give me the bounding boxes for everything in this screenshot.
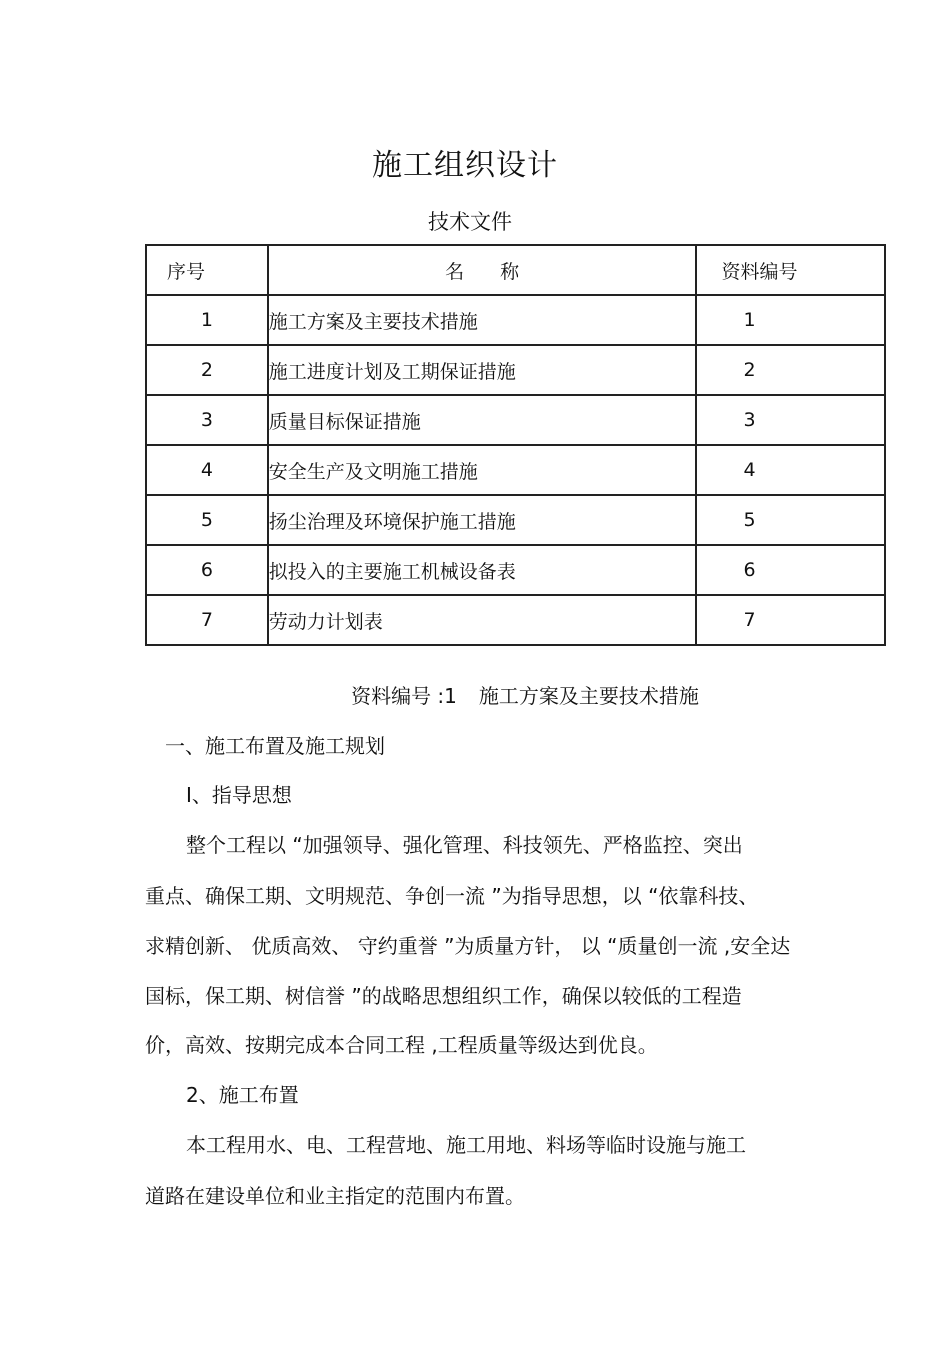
paragraph-line: 本工程用水、电、工程营地、施工用地、料场等临时设施与施工 bbox=[186, 1133, 746, 1157]
row-number: 4 bbox=[146, 445, 268, 495]
paragraph-line: 整个工程以 “加强领导、强化管理、科技领先、严格监控、突出 bbox=[186, 833, 743, 857]
row-number: 2 bbox=[146, 345, 268, 395]
index-table bbox=[145, 244, 886, 646]
row-name: 质量目标保证措施 bbox=[268, 395, 697, 445]
paragraph-line: 国标，保工期、树信誉 ”的战略思想组织工作，确保以较低的工程造 bbox=[145, 984, 742, 1008]
row-code: 3 bbox=[696, 395, 885, 445]
doc-title: 施工方案及主要技术措施 bbox=[478, 684, 699, 708]
table-row bbox=[146, 345, 885, 395]
row-number: 1 bbox=[146, 295, 268, 345]
table-row bbox=[146, 295, 885, 345]
row-name: 劳动力计划表 bbox=[268, 595, 697, 645]
row-code: 7 bbox=[696, 595, 885, 645]
row-number: 5 bbox=[146, 495, 268, 545]
paragraph-line: 求精创新、 优质高效、 守约重誉 ”为质量方针， 以 “质量创一流 ,安全达 bbox=[145, 934, 791, 958]
table-row bbox=[146, 595, 885, 645]
paragraph-line: 价，高效、按期完成本合同工程 ,工程质量等级达到优良。 bbox=[145, 1033, 658, 1057]
table-row bbox=[146, 395, 885, 445]
row-number: 6 bbox=[146, 545, 268, 595]
section-doc-heading bbox=[0, 680, 950, 709]
table-row bbox=[146, 545, 885, 595]
heading-1: 一、施工布置及施工规划 bbox=[165, 734, 385, 758]
row-name: 施工方案及主要技术措施 bbox=[268, 295, 697, 345]
header-name bbox=[268, 245, 697, 295]
row-code: 1 bbox=[696, 295, 885, 345]
row-code: 2 bbox=[696, 345, 885, 395]
subheading-2: 2、施工布置 bbox=[186, 1083, 299, 1107]
header-name-part1: 名 bbox=[445, 260, 465, 283]
row-name: 施工进度计划及工期保证措施 bbox=[268, 345, 697, 395]
row-number: 7 bbox=[146, 595, 268, 645]
row-number: 3 bbox=[146, 395, 268, 445]
paragraph-line: 重点、确保工期、文明规范、争创一流 ”为指导思想，以 “依靠科技、 bbox=[145, 884, 759, 908]
table-row bbox=[146, 495, 885, 545]
row-code: 6 bbox=[696, 545, 885, 595]
table-header-row bbox=[146, 245, 885, 295]
document-subtitle: 技术文件 bbox=[428, 210, 512, 234]
table-row bbox=[146, 445, 885, 495]
doc-code: 资料编号 :1 bbox=[351, 684, 457, 708]
row-name: 安全生产及文明施工措施 bbox=[268, 445, 697, 495]
row-code: 5 bbox=[696, 495, 885, 545]
header-code: 资料编号 bbox=[696, 245, 885, 295]
header-seq: 序号 bbox=[146, 245, 268, 295]
paragraph-line: 道路在建设单位和业主指定的范围内布置。 bbox=[145, 1184, 525, 1208]
subheading-1: I、指导思想 bbox=[186, 783, 292, 807]
row-name: 拟投入的主要施工机械设备表 bbox=[268, 545, 697, 595]
document-title: 施工组织设计 bbox=[372, 148, 558, 183]
header-name-part2: 称 bbox=[500, 260, 520, 283]
row-code: 4 bbox=[696, 445, 885, 495]
row-name: 扬尘治理及环境保护施工措施 bbox=[268, 495, 697, 545]
